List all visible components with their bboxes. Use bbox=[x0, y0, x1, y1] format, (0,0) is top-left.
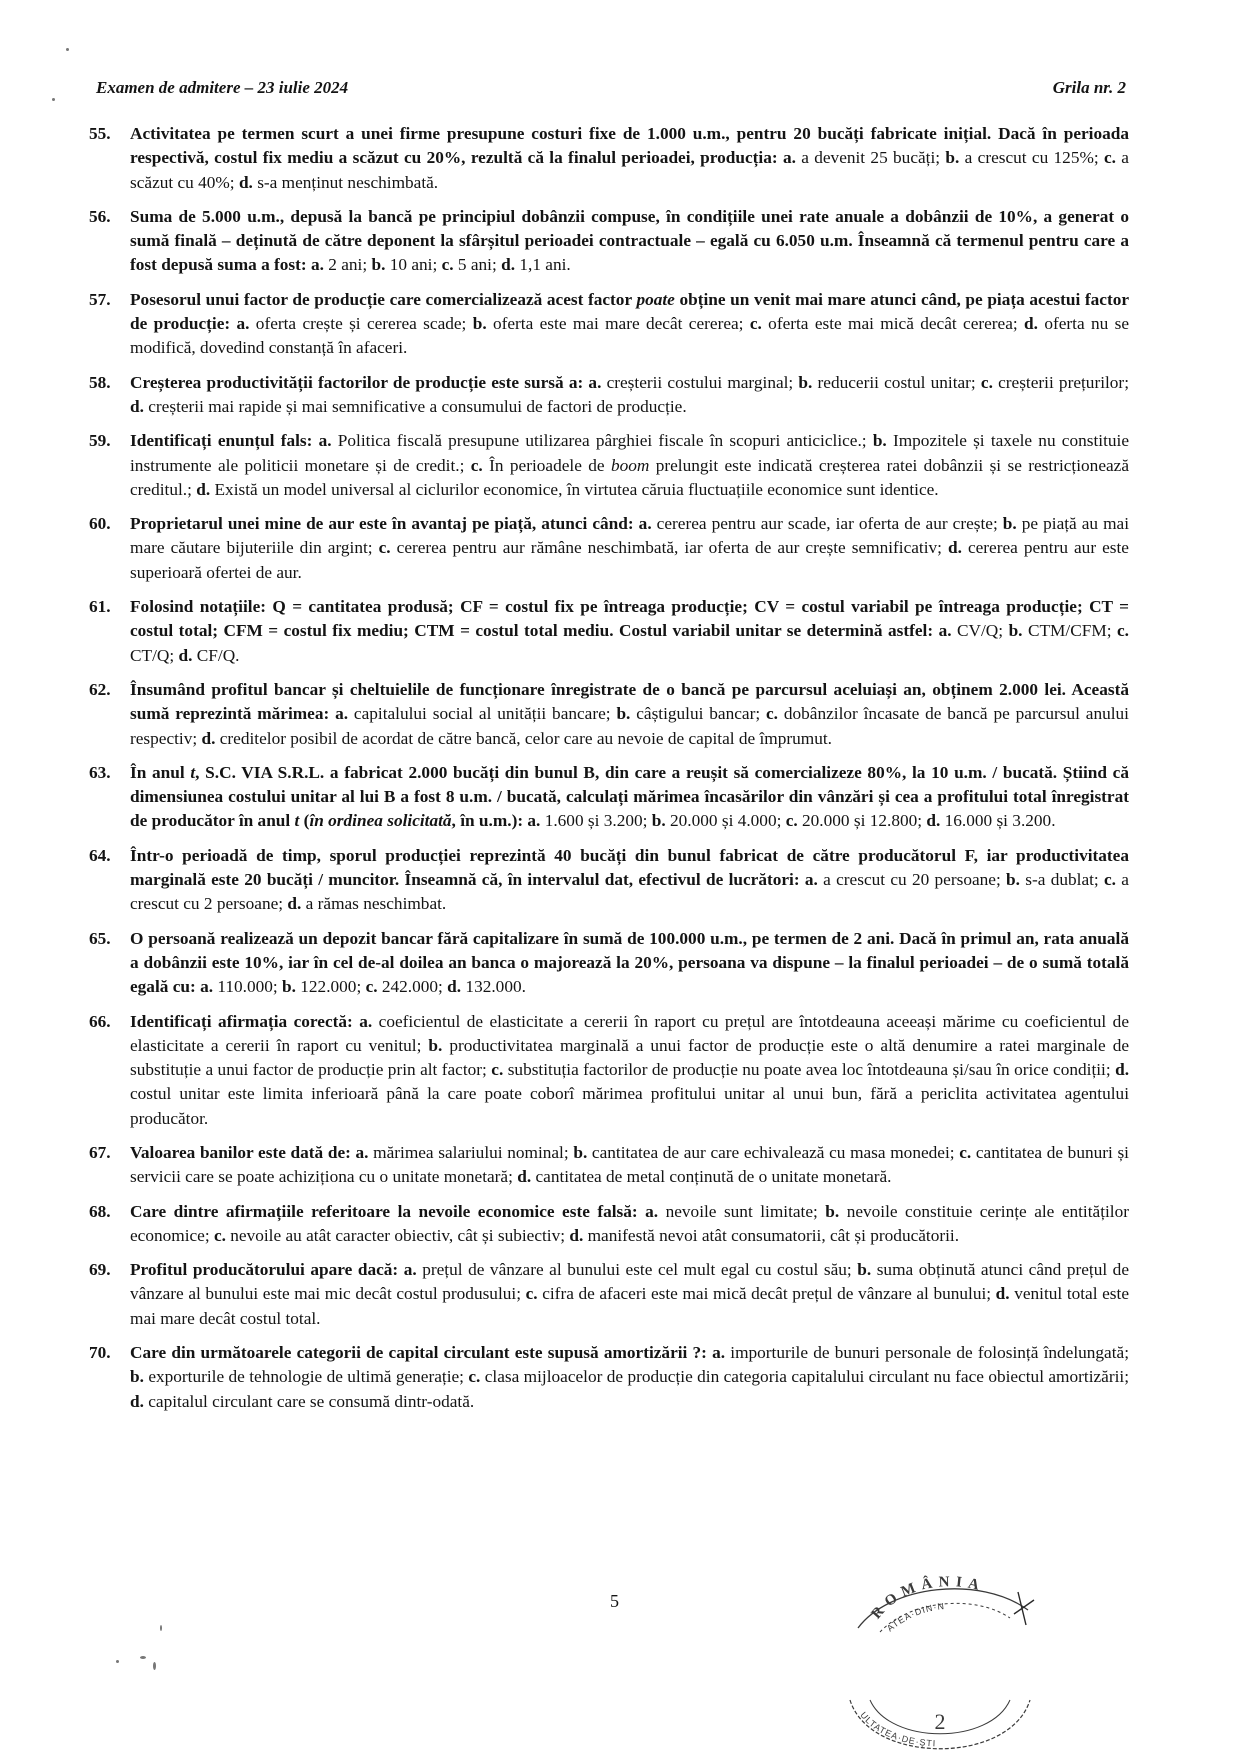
option-text: oferta nu se modifică, dovedind constanță în afaceri. bbox=[130, 314, 1130, 358]
option-letter: a. bbox=[938, 621, 952, 641]
question-stem: Însumând profitul bancar și cheltuielile de funcționare înregistrate de o bancă pe parcursul aceluiași an, obținem 2.000 lei. Această sumă reprezintă mărimea: bbox=[130, 679, 1129, 724]
option-letter: c. bbox=[365, 977, 378, 997]
question-stem: Identificați afirmația corectă: bbox=[130, 1011, 353, 1031]
question-text bbox=[130, 122, 1129, 195]
question-text bbox=[130, 371, 1129, 420]
question-item bbox=[89, 1141, 1129, 1190]
option-letter: d. bbox=[501, 255, 516, 275]
question-item bbox=[89, 205, 1129, 278]
option-text: nevoile au atât caracter obiectiv, cât și subiectiv; bbox=[225, 1225, 570, 1245]
option-text: 20.000 și 12.800; bbox=[797, 811, 927, 831]
question-item bbox=[89, 678, 1129, 751]
bottom-stamp-number: 2 bbox=[934, 1709, 946, 1734]
option-letter: d. bbox=[1024, 314, 1038, 334]
option-letter: a. bbox=[318, 431, 332, 451]
option-text: manifestă nevoi atât consumatorii, cât și producătorii. bbox=[583, 1225, 960, 1245]
option-text: cererea pentru aur scade, iar oferta de aur crește; bbox=[651, 514, 1003, 534]
option-text: pe piață au mai mare căutare bijuteriile din argint; bbox=[130, 514, 1130, 558]
option-text: CT/Q; bbox=[130, 645, 179, 665]
question-item bbox=[89, 122, 1129, 195]
option-text: a devenit 25 bucăți; bbox=[795, 148, 946, 168]
option-letter: b. bbox=[1002, 514, 1017, 534]
option-text: 5 ani; bbox=[453, 255, 502, 275]
option-text: CF/Q. bbox=[192, 645, 240, 665]
option-letter: c. bbox=[468, 1367, 481, 1387]
option-text: capitalului social al unității bancare; bbox=[348, 704, 617, 724]
question-number: 56. bbox=[89, 206, 111, 226]
exam-title: Examen de admitere – 23 iulie 2024 bbox=[96, 78, 349, 97]
option-letter: b. bbox=[428, 1035, 443, 1055]
question-stem: Identificați enunțul fals: bbox=[130, 431, 313, 451]
question-text bbox=[130, 1200, 1129, 1249]
option-text: creșterii costului marginal; bbox=[601, 372, 799, 392]
question-item bbox=[89, 927, 1129, 1000]
top-stamp bbox=[850, 1570, 1035, 1640]
option-letter: a. bbox=[403, 1260, 417, 1280]
option-text: s-a dublat; bbox=[1019, 870, 1105, 890]
option-letter: c. bbox=[749, 314, 762, 334]
option-text: prelungit este indicată creșterea ratei dobânzii și se restricționează creditul.; bbox=[130, 455, 1129, 499]
question-number: 63. bbox=[89, 762, 111, 782]
question-number: 68. bbox=[89, 1201, 111, 1221]
option-text: a crescut cu 125%; bbox=[959, 148, 1104, 168]
option-letter: d. bbox=[447, 977, 462, 997]
question-stem: Care din următoarele categorii de capital circulant este supusă amortizării ?: bbox=[130, 1343, 707, 1363]
option-text: cantitatea de metal conținută de o unitate monetară. bbox=[531, 1167, 892, 1187]
option-letter: d. bbox=[287, 894, 302, 914]
option-letter: b. bbox=[282, 977, 296, 997]
option-letter: a. bbox=[712, 1343, 726, 1363]
option-text: creditelor posibil de acordat de către bancă, celor care au nevoie de capital de împrumut. bbox=[215, 728, 832, 748]
option-text: nevoile sunt limitate; bbox=[658, 1201, 826, 1221]
scan-speck bbox=[116, 1660, 119, 1663]
question-stem: O persoană realizează un depozit bancar fără capitalizare în sumă de 100.000 u.m., pe termen de 2 ani. Dacă în primul an, rata anuală a dobânzii este 10%, iar în cel de-al doilea an banca o majorează la 20%, persoana va dispune – la finalul perioadei – de o sumă totală egală cu: bbox=[130, 928, 1129, 997]
question-number: 61. bbox=[89, 597, 111, 617]
question-text bbox=[130, 1258, 1129, 1331]
option-text: 1.600 și 3.200; bbox=[540, 811, 652, 831]
page-number: 5 bbox=[610, 1591, 619, 1611]
option-letter: b. bbox=[472, 314, 487, 334]
option-letter: d. bbox=[926, 811, 941, 831]
option-letter: b. bbox=[371, 255, 386, 275]
question-stem: Valoarea banilor este dată de: bbox=[130, 1142, 351, 1162]
option-text: coeficientul de elasticitate a cererii în raport cu prețul are întotdeauna aceeași mărime cu coeficientul de elasticitate a cererii în raport cu venitul; bbox=[130, 1011, 1129, 1055]
scan-speck bbox=[52, 98, 55, 101]
question-number: 58. bbox=[89, 372, 111, 392]
option-letter: d. bbox=[947, 538, 962, 558]
question-item bbox=[89, 371, 1129, 420]
option-text: substituția factorilor de producție nu poate avea loc întotdeauna și/sau în orice condiții; bbox=[503, 1060, 1116, 1080]
option-letter: c. bbox=[785, 811, 798, 831]
page-header bbox=[96, 78, 1126, 104]
option-letter: b. bbox=[872, 431, 887, 451]
option-text: cantitatea de aur care echivalează cu masa monedei; bbox=[587, 1142, 960, 1162]
option-letter: d. bbox=[238, 172, 253, 192]
option-text: câștigului bancar; bbox=[630, 704, 766, 724]
question-stem: ( bbox=[299, 811, 310, 831]
option-text: cererea pentru aur este superioară ofertei de aur. bbox=[130, 538, 1129, 582]
option-text: 2 ani; bbox=[323, 255, 372, 275]
option-text: boom bbox=[610, 455, 650, 475]
question-stem: Posesorul unui factor de producție care comercializează acest factor bbox=[130, 289, 637, 309]
question-number: 62. bbox=[89, 679, 111, 699]
question-list bbox=[89, 122, 1129, 1424]
option-text: prețul de vânzare al bunului este cel mult egal cu costul său; bbox=[416, 1260, 858, 1280]
option-letter: c. bbox=[1104, 870, 1117, 890]
question-stem: În anul bbox=[130, 762, 191, 782]
question-text bbox=[130, 1010, 1129, 1131]
question-number: 64. bbox=[89, 845, 111, 865]
option-letter: b. bbox=[1008, 621, 1023, 641]
question-item bbox=[89, 429, 1129, 502]
question-number: 55. bbox=[89, 124, 111, 143]
option-text: 242.000; bbox=[377, 977, 448, 997]
option-text: 122.000; bbox=[295, 977, 366, 997]
option-letter: d. bbox=[130, 396, 144, 416]
question-text bbox=[130, 761, 1129, 834]
option-letter: c. bbox=[441, 255, 454, 275]
option-letter: d. bbox=[201, 728, 216, 748]
option-letter: d. bbox=[569, 1225, 584, 1245]
question-item bbox=[89, 761, 1129, 834]
option-letter: c. bbox=[525, 1284, 538, 1304]
question-number: 69. bbox=[89, 1260, 111, 1280]
option-text: productivitatea marginală a unui factor de producție este o altă denumire a ratei marginale de substituție a unui factor de producție prin alt factor; bbox=[130, 1035, 1130, 1080]
option-text: cifra de afaceri este mai mică decât prețul de vânzare al bunului; bbox=[537, 1284, 996, 1304]
option-text: venitul total este mai mare decât costul total. bbox=[130, 1284, 1130, 1328]
scan-speck bbox=[153, 1662, 156, 1670]
question-text bbox=[130, 678, 1129, 751]
question-item bbox=[89, 1200, 1129, 1249]
question-item bbox=[89, 1341, 1129, 1414]
question-stem: t bbox=[190, 762, 196, 782]
option-text: capitalul circulant care se consumă dintr-odată. bbox=[143, 1391, 475, 1411]
question-stem: Proprietarul unei mine de aur este în avantaj pe piață, atunci când: bbox=[130, 514, 634, 534]
option-text: 20.000 și 4.000; bbox=[665, 811, 786, 831]
question-text bbox=[130, 429, 1129, 502]
option-letter: c. bbox=[1117, 621, 1129, 641]
option-text: exporturile de tehnologie de ultimă generație; bbox=[143, 1367, 469, 1387]
option-text: creșterii prețurilor; bbox=[992, 372, 1129, 392]
option-letter: a. bbox=[527, 811, 541, 831]
bottom-stamp bbox=[840, 1695, 1040, 1754]
option-letter: b. bbox=[573, 1142, 588, 1162]
question-text bbox=[130, 288, 1129, 361]
question-text bbox=[130, 595, 1129, 668]
option-text: importurile de bunuri personale de folosință îndelungată; bbox=[725, 1343, 1129, 1363]
option-text: 132.000. bbox=[461, 977, 526, 997]
option-text: oferta crește și cererea scade; bbox=[249, 314, 473, 334]
bottom-stamp-text: ULTATEA·DE·ȘTI bbox=[858, 1709, 937, 1749]
scan-speck bbox=[140, 1656, 146, 1659]
option-text: oferta este mai mică decât cererea; bbox=[761, 314, 1025, 334]
option-text: cererea pentru aur rămâne neschimbată, iar oferta de aur crește semnificativ; bbox=[390, 538, 948, 558]
top-stamp-subtext: ATEA·DIN·N bbox=[884, 1600, 946, 1634]
option-text: În perioadele de bbox=[482, 455, 611, 475]
question-number: 66. bbox=[89, 1011, 111, 1031]
option-letter: c. bbox=[980, 372, 993, 392]
option-text: 1,1 ani. bbox=[515, 255, 571, 275]
option-letter: b. bbox=[945, 148, 960, 168]
question-item bbox=[89, 595, 1129, 668]
option-text: Politica fiscală presupune utilizarea pârghiei fiscale în scopuri anticiclice.; bbox=[331, 431, 873, 451]
option-letter: d. bbox=[178, 645, 193, 665]
question-stem: t bbox=[294, 811, 300, 831]
option-text: mărimea salariului nominal; bbox=[368, 1142, 574, 1162]
option-letter: b. bbox=[130, 1367, 144, 1387]
option-letter: c. bbox=[1103, 148, 1116, 168]
option-letter: a. bbox=[355, 1142, 369, 1162]
option-letter: a. bbox=[804, 870, 818, 890]
question-text bbox=[130, 512, 1129, 585]
option-text: creșterii mai rapide și mai semnificative a consumului de factori de producție. bbox=[143, 396, 687, 416]
question-stem: Creșterea productivității factorilor de producție este sursă a: bbox=[130, 372, 584, 392]
option-text: s-a menținut neschimbată. bbox=[252, 172, 439, 192]
question-stem: obține un venit mai mare atunci când, pe piața acestui factor de producție: bbox=[130, 289, 1130, 334]
option-text: Există un model universal al ciclurilor economice, în virtutea căruia fluctuațiile economice sunt identice. bbox=[210, 479, 939, 499]
question-item bbox=[89, 512, 1129, 585]
question-stem: Care dintre afirmațiile referitoare la nevoile economice este falsă: bbox=[130, 1201, 638, 1221]
option-text: Impozitele și taxele nu constituie instrumente ale politicii monetare și de credit.; bbox=[130, 431, 1129, 475]
option-text: suma obținută atunci când prețul de vânzare al bunului este mai mic decât costul produsului; bbox=[130, 1260, 1129, 1304]
question-stem: Suma de 5.000 u.m., depusă la bancă pe principiul dobânzii compuse, în condițiile unei rate anuale a dobânzii de 10%, a generat o sumă finală – deținută de către deponent la sfârșitul perioadei contractuale – egală cu 6.050 u.m. Înseamnă că termenul pentru care a fost depusă suma a fost: bbox=[130, 206, 1129, 275]
option-text: a crescut cu 20 persoane; bbox=[817, 870, 1007, 890]
option-letter: a. bbox=[782, 148, 796, 168]
scan-speck bbox=[160, 1625, 162, 1631]
option-letter: c. bbox=[213, 1225, 226, 1245]
option-letter: d. bbox=[517, 1167, 532, 1187]
question-number: 65. bbox=[89, 928, 111, 948]
top-stamp-text: ROMÂNIA bbox=[868, 1574, 987, 1623]
question-text bbox=[130, 205, 1129, 278]
option-letter: b. bbox=[825, 1201, 840, 1221]
option-letter: a. bbox=[645, 1201, 659, 1221]
option-letter: a. bbox=[236, 314, 250, 334]
scan-speck bbox=[66, 48, 69, 51]
option-text: 110.000; bbox=[213, 977, 283, 997]
question-number: 57. bbox=[89, 289, 111, 309]
grid-number: Grila nr. 2 bbox=[1052, 78, 1126, 97]
option-letter: d. bbox=[995, 1284, 1010, 1304]
option-text: oferta este mai mare decât cererea; bbox=[486, 314, 750, 334]
option-letter: c. bbox=[491, 1060, 504, 1080]
question-number: 67. bbox=[89, 1142, 111, 1162]
question-number: 60. bbox=[89, 514, 111, 534]
question-stem: , S.C. VIA S.R.L. a fabricat 2.000 bucăți din bunul B, din care a reușit să comercializeze 80%, la 10 u.m. / bucată. Știind că dimensiunea costului unitar al lui B a fost 8 u.m. / bucată, calculați mărimea încasărilor din vânzări și cea a profitului total înregistrat de producător în anul bbox=[130, 762, 1129, 831]
option-text: nevoile constituie cerințe ale entităților economice; bbox=[130, 1201, 1130, 1245]
question-text bbox=[130, 1341, 1129, 1414]
option-letter: b. bbox=[1006, 870, 1020, 890]
question-item bbox=[89, 288, 1129, 361]
option-letter: a. bbox=[200, 977, 214, 997]
option-letter: c. bbox=[378, 538, 391, 558]
option-letter: d. bbox=[1115, 1060, 1130, 1080]
option-text: CV/Q; bbox=[951, 621, 1009, 641]
question-stem: Într-o perioadă de timp, sporul producției reprezintă 40 bucăți din bunul fabricat de către producătorul F, iar productivitatea marginală este 20 bucăți / muncitor. Înseamnă că, în intervalul dat, efectivul de lucrători: bbox=[130, 845, 1129, 890]
option-text: dobânzilor încasate de bancă pe parcursul anului respectiv; bbox=[130, 704, 1129, 748]
option-letter: a. bbox=[359, 1011, 373, 1031]
question-stem: poate bbox=[636, 289, 675, 309]
option-letter: a. bbox=[638, 514, 652, 534]
option-letter: c. bbox=[766, 704, 778, 724]
option-letter: c. bbox=[470, 455, 483, 475]
option-letter: d. bbox=[196, 479, 211, 499]
option-text: reducerii costul unitar; bbox=[812, 372, 981, 392]
option-text: CTM/CFM; bbox=[1022, 621, 1117, 641]
question-item bbox=[89, 844, 1129, 917]
option-letter: a. bbox=[588, 372, 602, 392]
svg-text:ROMÂNIA bbox=[869, 1574, 987, 1623]
option-text: a rămas neschimbat. bbox=[301, 894, 447, 914]
option-letter: c. bbox=[959, 1142, 972, 1162]
option-text: costul unitar este limita inferioară până la care poate coborî mărimea profitului unitar al unui bun, fără a periclita activitatea agentului producător. bbox=[130, 1084, 1129, 1128]
option-letter: b. bbox=[616, 704, 631, 724]
question-item bbox=[89, 1010, 1129, 1131]
question-stem: Profitul producătorului apare dacă: bbox=[130, 1260, 399, 1280]
question-number: 59. bbox=[89, 431, 111, 451]
option-letter: d. bbox=[130, 1391, 144, 1411]
option-text: cantitatea de bunuri și servicii care se poate achiziționa cu o unitate monetară; bbox=[130, 1142, 1129, 1187]
question-number: 70. bbox=[89, 1343, 111, 1363]
question-text bbox=[130, 844, 1129, 917]
option-letter: b. bbox=[857, 1260, 872, 1280]
question-text bbox=[130, 1141, 1129, 1190]
option-letter: b. bbox=[798, 372, 813, 392]
option-text: 16.000 și 3.200. bbox=[940, 811, 1056, 831]
question-item bbox=[89, 1258, 1129, 1331]
question-stem: în ordinea solicitată bbox=[309, 811, 452, 831]
question-stem: Folosind notațiile: Q = cantitatea produsă; CF = costul fix pe întreaga producție; CV = costul variabil pe întreaga producție; CT = costul total; CFM = costul fix mediu; CTM = costul total mediu. Costul variabil unitar se determină astfel: bbox=[130, 597, 1129, 641]
option-letter: b. bbox=[651, 811, 666, 831]
option-text: 10 ani; bbox=[385, 255, 442, 275]
option-text: a crescut cu 2 persoane; bbox=[130, 870, 1129, 914]
option-letter: a. bbox=[311, 255, 324, 275]
option-text: a scăzut cu 40%; bbox=[130, 148, 1129, 192]
question-text bbox=[130, 927, 1129, 1000]
option-text: clasa mijloacelor de producție din categoria capitalului circulant nu face obiectul amortizării; bbox=[480, 1367, 1129, 1387]
question-stem: , în u.m.): bbox=[451, 811, 524, 831]
option-letter: a. bbox=[335, 704, 349, 724]
question-stem: Activitatea pe termen scurt a unei firme presupune costuri fixe de 1.000 u.m., pentru 20 bucăți fabricate inițial. Dacă în perioada respectivă, costul fix mediu a scăzut cu 20%, rezultă că la finalul perioadei, producția: bbox=[130, 124, 1129, 168]
